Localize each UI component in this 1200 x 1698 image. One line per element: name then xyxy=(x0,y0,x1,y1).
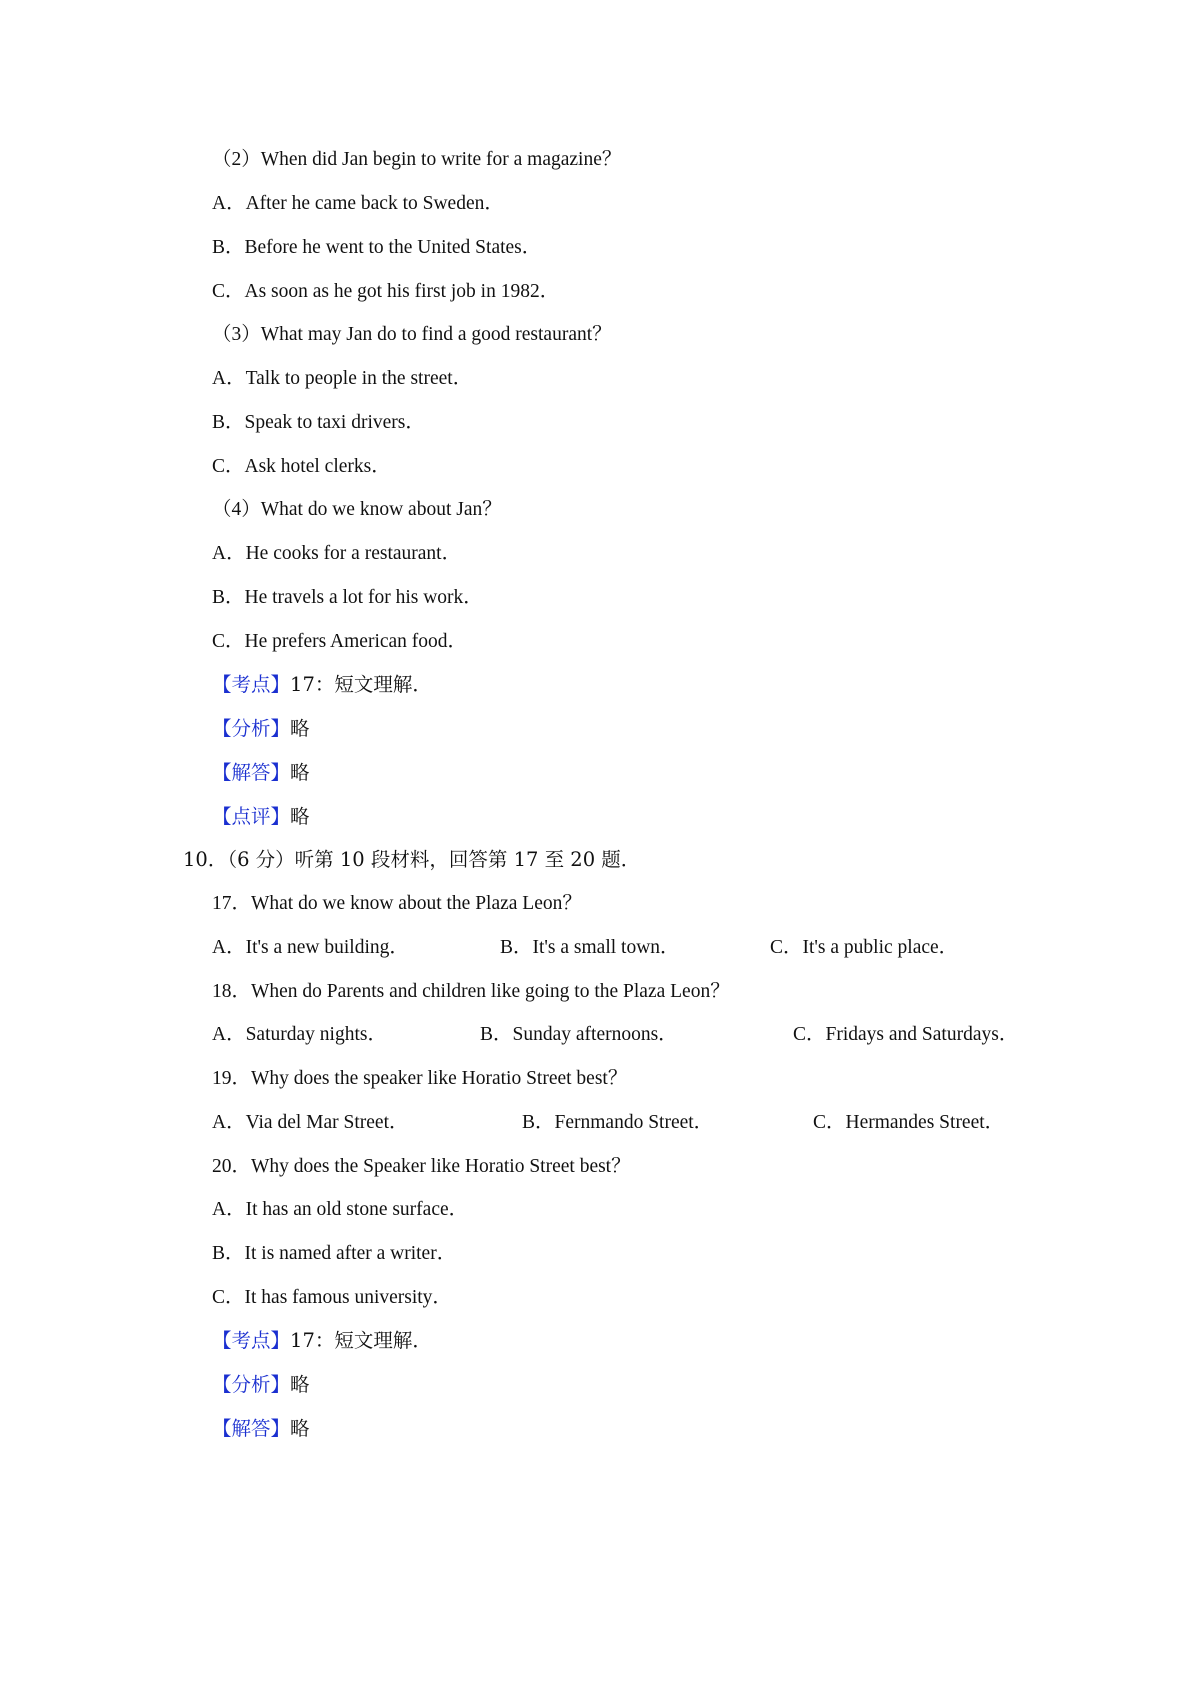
kaodian-text-2: 17：短文理解． xyxy=(290,1329,432,1352)
question-2: （2）When did Jan begin to write for a magazine？ xyxy=(212,149,622,170)
fenxi-text: 略 xyxy=(290,717,310,740)
q4-option-b: B．He travels a lot for his work． xyxy=(212,587,483,608)
question-10-header: 10．（6 分）听第 10 段材料，回答第 17 至 20 题． xyxy=(183,848,641,871)
q19-option-c: C．Hermandes Street． xyxy=(813,1112,1005,1133)
fenxi-note-2: 【分析】略 xyxy=(212,1373,310,1396)
tag-bracket-close: 】 xyxy=(270,673,291,696)
dianping-text: 略 xyxy=(290,805,310,828)
q2-option-c: C．As soon as he got his first job in 1982． xyxy=(212,281,560,302)
q3-option-c: C．Ask hotel clerks． xyxy=(212,456,391,477)
question-19: 19．Why does the speaker like Horatio Street best？ xyxy=(212,1068,628,1089)
jieda-note: 【解答】略 xyxy=(212,761,310,784)
dianping-note: 【点评】略 xyxy=(212,805,310,828)
q18-option-c: C．Fridays and Saturdays． xyxy=(793,1024,1019,1045)
fenxi-label-2: 分析 xyxy=(231,1373,271,1396)
jieda-text-2: 略 xyxy=(290,1417,310,1440)
jieda-note-2: 【解答】略 xyxy=(212,1417,310,1440)
question-4: （4）What do we know about Jan？ xyxy=(212,499,502,520)
q19-option-a: A．Via del Mar Street． xyxy=(212,1112,409,1133)
fenxi-label: 分析 xyxy=(231,717,271,740)
dianping-label: 点评 xyxy=(231,805,271,828)
jieda-label-2: 解答 xyxy=(231,1417,271,1440)
q19-option-b: B．Fernmando Street． xyxy=(522,1112,714,1133)
q20-option-c: C．It has famous university． xyxy=(212,1287,452,1308)
kaodian-text: 17：短文理解． xyxy=(290,673,432,696)
q3-option-b: B．Speak to taxi drivers． xyxy=(212,412,425,433)
tag-bracket-open: 【 xyxy=(212,673,232,696)
q17-option-b: B．It's a small town． xyxy=(500,937,680,958)
kaodian-note-2: 【考点】17：短文理解． xyxy=(212,1329,432,1352)
question-3: （3）What may Jan do to find a good restaurant？ xyxy=(212,324,612,345)
q4-option-c: C．He prefers American food． xyxy=(212,631,468,652)
kaodian-label: 考点 xyxy=(231,673,271,696)
q20-option-b: B．It is named after a writer． xyxy=(212,1243,457,1264)
jieda-text: 略 xyxy=(290,761,310,784)
q2-option-b: B．Before he went to the United States． xyxy=(212,237,542,258)
q2-option-a: A．After he came back to Sweden． xyxy=(212,193,504,214)
fenxi-note: 【分析】略 xyxy=(212,717,310,740)
kaodian-note xyxy=(212,673,432,698)
q17-option-c: C．It's a public place． xyxy=(770,937,959,958)
question-20: 20．Why does the Speaker like Horatio Street best？ xyxy=(212,1156,631,1177)
q18-option-b: B．Sunday afternoons． xyxy=(480,1024,678,1045)
q3-option-a: A．Talk to people in the street． xyxy=(212,368,473,389)
jieda-label: 解答 xyxy=(231,761,271,784)
kaodian-label-2: 考点 xyxy=(231,1329,271,1352)
q17-option-a: A．It's a new building． xyxy=(212,937,409,958)
q20-option-a: A．It has an old stone surface． xyxy=(212,1199,469,1220)
fenxi-text-2: 略 xyxy=(290,1373,310,1396)
q18-option-a: A．Saturday nights． xyxy=(212,1024,387,1045)
q4-option-a: A．He cooks for a restaurant． xyxy=(212,543,462,564)
question-17: 17．What do we know about the Plaza Leon？ xyxy=(212,893,582,914)
question-18: 18．When do Parents and children like going to the Plaza Leon？ xyxy=(212,981,730,1002)
